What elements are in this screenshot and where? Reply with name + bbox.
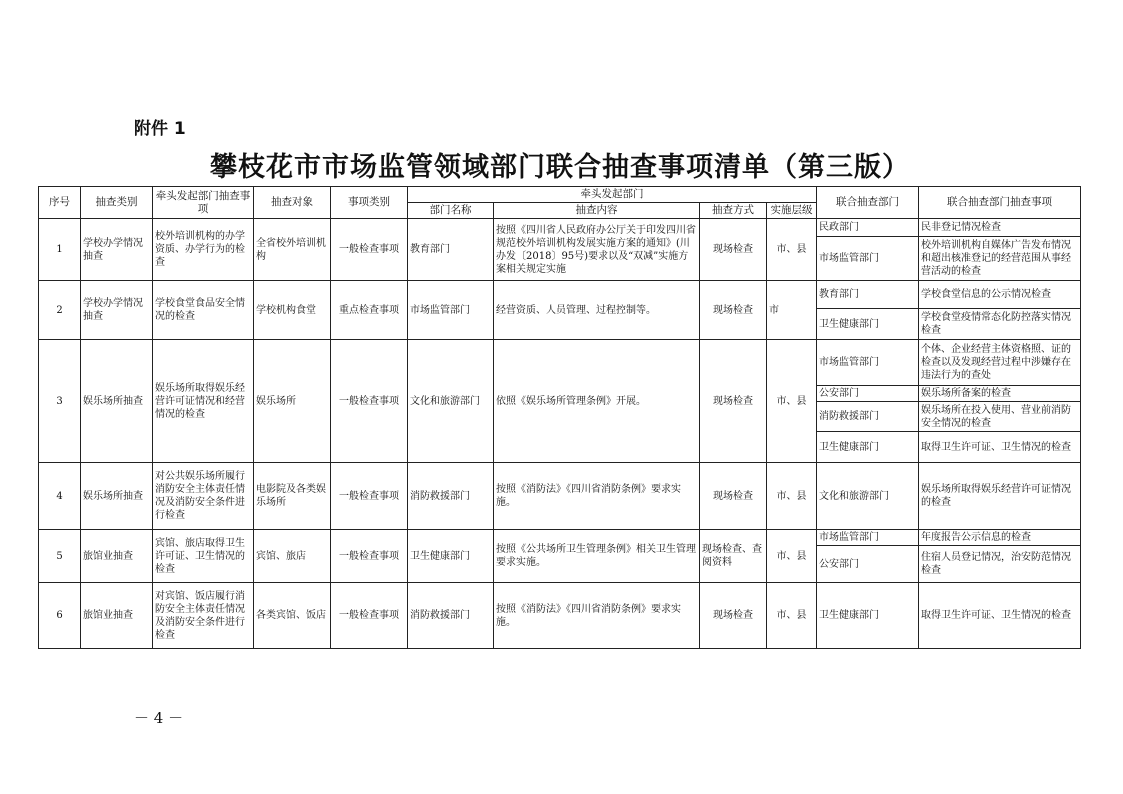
cell-dept: 文化和旅游部门 [408, 340, 494, 463]
cell-method: 现场检查 [700, 463, 767, 530]
cell-dept: 消防救援部门 [408, 583, 494, 649]
cell-category: 学校办学情况抽查 [81, 219, 153, 281]
header-content: 抽查内容 [494, 203, 700, 219]
cell-dept: 消防救援部门 [408, 463, 494, 530]
cell-target: 各类宾馆、饭店 [254, 583, 331, 649]
cell-lead-item: 对宾馆、饭店履行消防安全主体责任情况及消防安全条件进行检查 [153, 583, 254, 649]
cell-target: 全省校外培训机构 [254, 219, 331, 281]
table-row [39, 583, 1081, 649]
cell-content: 按照《公共场所卫生管理条例》相关卫生管理要求实施。 [494, 530, 700, 583]
cell-lead-item: 娱乐场所取得娱乐经营许可证情况和经营情况的检查 [153, 340, 254, 463]
table-row [39, 340, 1081, 386]
header-joint-item: 联合抽查部门抽查事项 [919, 187, 1081, 219]
header-target: 抽查对象 [254, 187, 331, 219]
table-row [39, 281, 1081, 309]
cell-content: 按照《四川省人民政府办公厅关于印发四川省规范校外培训机构发展实施方案的通知》(川办发〔2018〕95号)要求以及“双减”实施方案相关规定实施 [494, 219, 700, 281]
cell-joint-item: 个体、企业经营主体资格照、证的检查以及发现经营过程中涉嫌存在违法行为的查处 [919, 340, 1081, 386]
cell-joint-dept: 消防救援部门 [817, 402, 919, 432]
cell-lead-item: 宾馆、旅店取得卫生许可证、卫生情况的检查 [153, 530, 254, 583]
header-lead-item: 牵头发起部门抽查事项 [153, 187, 254, 219]
cell-item-type: 重点检查事项 [331, 281, 408, 340]
cell-dept: 市场监管部门 [408, 281, 494, 340]
cell-seq: 2 [39, 281, 81, 340]
cell-method: 现场检查 [700, 281, 767, 340]
cell-method: 现场检查 [700, 583, 767, 649]
cell-joint-item: 取得卫生许可证、卫生情况的检查 [919, 583, 1081, 649]
cell-target: 电影院及各类娱乐场所 [254, 463, 331, 530]
cell-item-type: 一般检查事项 [331, 463, 408, 530]
cell-method: 现场检查 [700, 340, 767, 463]
cell-lead-item: 对公共娱乐场所履行消防安全主体责任情况及消防安全条件进行检查 [153, 463, 254, 530]
header-seq: 序号 [39, 187, 81, 219]
cell-category: 旅馆业抽查 [81, 583, 153, 649]
cell-item-type: 一般检查事项 [331, 583, 408, 649]
cell-joint-item: 学校食堂信息的公示情况检查 [919, 281, 1081, 309]
cell-target: 学校机构食堂 [254, 281, 331, 340]
cell-seq: 4 [39, 463, 81, 530]
cell-seq: 6 [39, 583, 81, 649]
cell-joint-item: 娱乐场所取得娱乐经营许可证情况的检查 [919, 463, 1081, 530]
inspection-table [38, 186, 1081, 649]
cell-item-type: 一般检查事项 [331, 219, 408, 281]
header-lead-dept-group: 牵头发起部门 [408, 187, 817, 203]
cell-joint-item: 年度报告公示信息的检查 [919, 530, 1081, 546]
cell-seq: 5 [39, 530, 81, 583]
cell-joint-dept: 卫生健康部门 [817, 309, 919, 340]
cell-content: 按照《消防法》《四川省消防条例》要求实施。 [494, 583, 700, 649]
table-row [39, 463, 1081, 530]
cell-joint-item: 民非登记情况检查 [919, 219, 1081, 237]
cell-joint-dept: 文化和旅游部门 [817, 463, 919, 530]
header-category: 抽查类别 [81, 187, 153, 219]
cell-item-type: 一般检查事项 [331, 530, 408, 583]
cell-joint-dept: 教育部门 [817, 281, 919, 309]
cell-lead-item: 学校食堂食品安全情况的检查 [153, 281, 254, 340]
cell-joint-dept: 卫生健康部门 [817, 583, 919, 649]
cell-joint-item: 娱乐场所在投入使用、营业前消防安全情况的检查 [919, 402, 1081, 432]
cell-joint-dept: 市场监管部门 [817, 530, 919, 546]
cell-level: 市 [767, 281, 817, 340]
cell-joint-item: 学校食堂疫情常态化防控落实情况检查 [919, 309, 1081, 340]
cell-target: 宾馆、旅店 [254, 530, 331, 583]
cell-dept: 卫生健康部门 [408, 530, 494, 583]
cell-category: 娱乐场所抽查 [81, 340, 153, 463]
cell-content: 依照《娱乐场所管理条例》开展。 [494, 340, 700, 463]
table-row [39, 219, 1081, 237]
cell-joint-dept: 公安部门 [817, 546, 919, 583]
document-title: 攀枝花市市场监管领域部门联合抽查事项清单（第三版） [210, 152, 910, 183]
header-joint-dept: 联合抽查部门 [817, 187, 919, 219]
cell-method: 现场检查、查阅资料 [700, 530, 767, 583]
cell-content: 经营资质、人员管理、过程控制等。 [494, 281, 700, 340]
cell-content: 按照《消防法》《四川省消防条例》要求实施。 [494, 463, 700, 530]
cell-joint-item: 校外培训机构自媒体广告发布情况和超出核准登记的经营范围从事经营活动的检查 [919, 237, 1081, 281]
cell-joint-dept: 民政部门 [817, 219, 919, 237]
cell-category: 娱乐场所抽查 [81, 463, 153, 530]
cell-level: 市、县 [767, 340, 817, 463]
page-number: － 4 － [134, 709, 184, 727]
cell-lead-item: 校外培训机构的办学资质、办学行为的检查 [153, 219, 254, 281]
cell-joint-dept: 市场监管部门 [817, 340, 919, 386]
cell-category: 学校办学情况抽查 [81, 281, 153, 340]
cell-joint-dept: 卫生健康部门 [817, 432, 919, 463]
cell-joint-item: 住宿人员登记情况，治安防范情况检查 [919, 546, 1081, 583]
cell-target: 娱乐场所 [254, 340, 331, 463]
cell-seq: 1 [39, 219, 81, 281]
cell-level: 市、县 [767, 463, 817, 530]
cell-item-type: 一般检查事项 [331, 340, 408, 463]
cell-joint-item: 取得卫生许可证、卫生情况的检查 [919, 432, 1081, 463]
cell-joint-dept: 公安部门 [817, 386, 919, 402]
header-level: 实施层级 [767, 203, 817, 219]
cell-level: 市、县 [767, 583, 817, 649]
cell-category: 旅馆业抽查 [81, 530, 153, 583]
cell-level: 市、县 [767, 219, 817, 281]
cell-joint-dept: 市场监管部门 [817, 237, 919, 281]
cell-level: 市、县 [767, 530, 817, 583]
cell-method: 现场检查 [700, 219, 767, 281]
cell-dept: 教育部门 [408, 219, 494, 281]
attachment-label: 附件 1 [134, 119, 186, 139]
header-dept-name: 部门名称 [408, 203, 494, 219]
table-row [39, 530, 1081, 546]
cell-seq: 3 [39, 340, 81, 463]
cell-joint-item: 娱乐场所备案的检查 [919, 386, 1081, 402]
header-item-type: 事项类别 [331, 187, 408, 219]
header-method: 抽查方式 [700, 203, 767, 219]
